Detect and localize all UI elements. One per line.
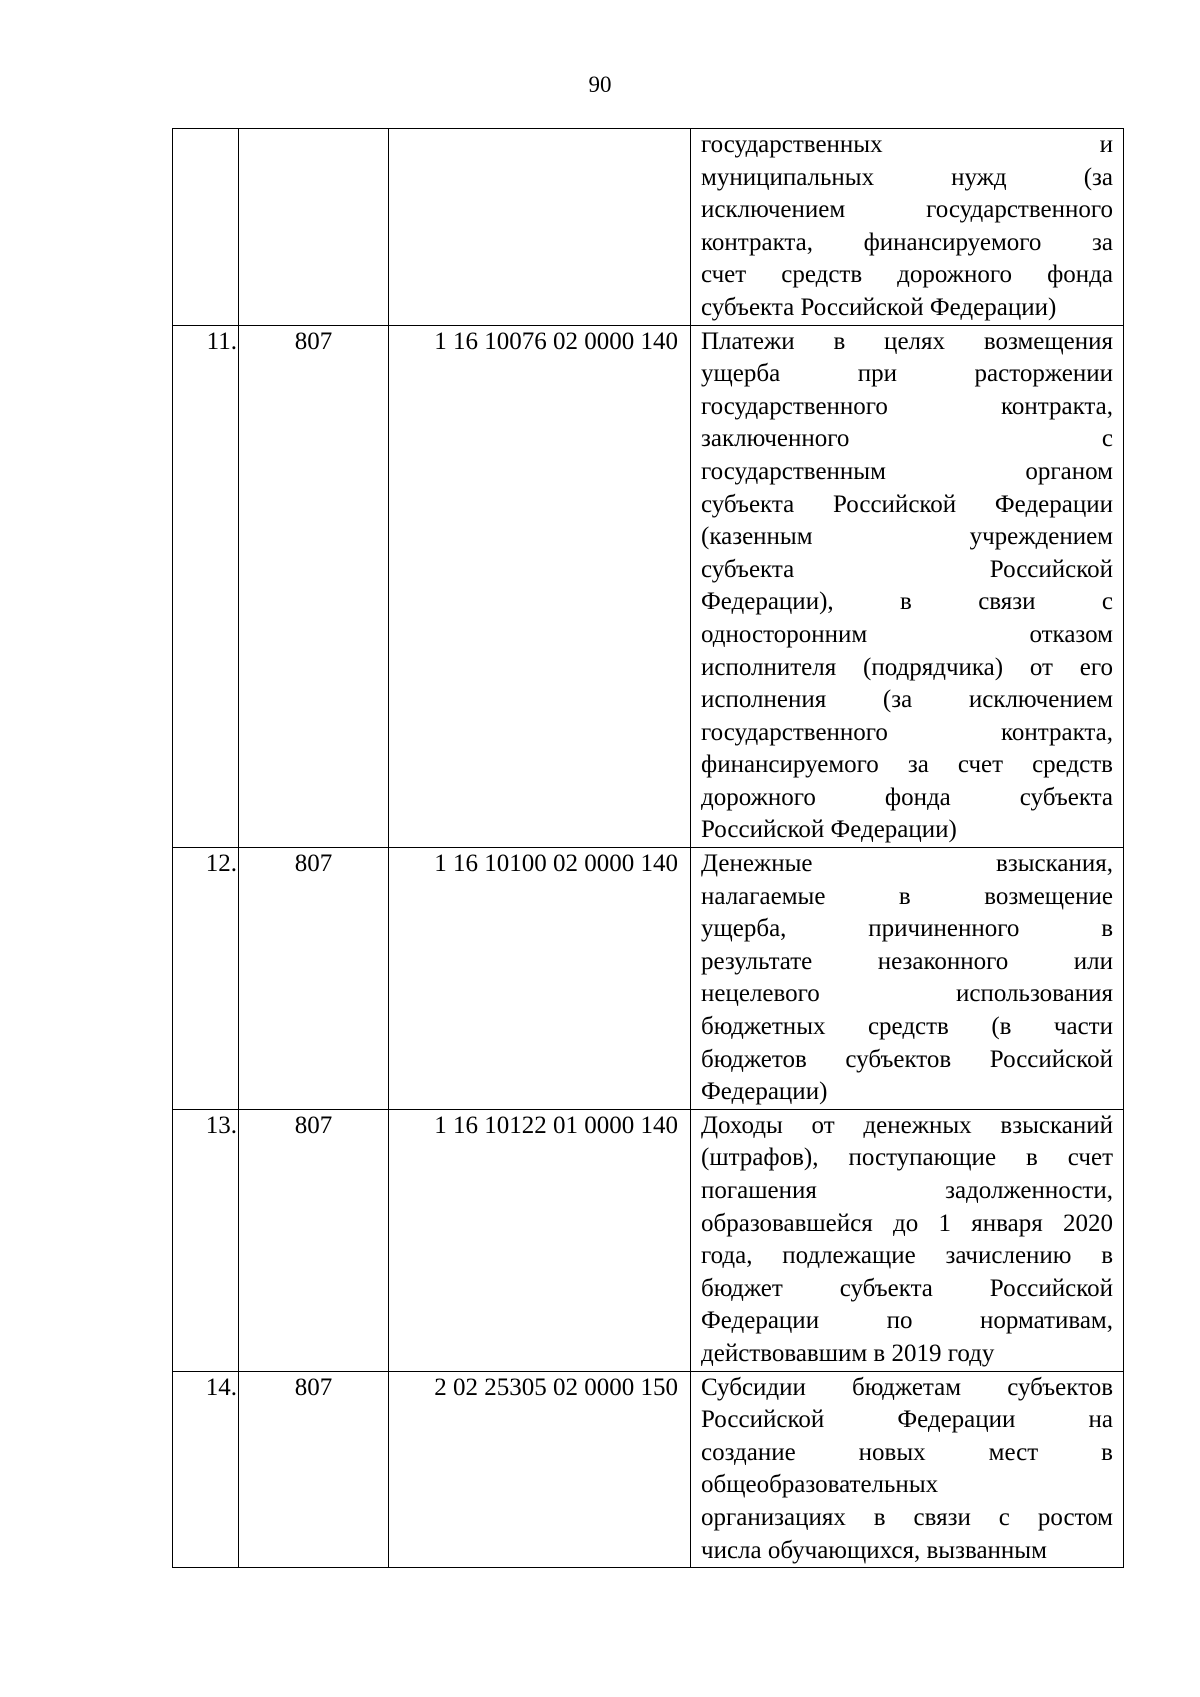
description-line: нецелевого использования — [701, 980, 1113, 1008]
row-number-cell: 14. — [173, 1371, 239, 1568]
budget-classification-code-cell: 1 16 10100 02 0000 140 — [389, 848, 691, 1110]
row-number-cell: 12. — [173, 848, 239, 1110]
administrator-code-cell: 807 — [239, 1109, 389, 1371]
description-line: организациях в связи с ростом — [701, 1503, 1113, 1531]
description-line: результате незаконного или — [701, 947, 1113, 975]
income-description-cell — [691, 1371, 1124, 1568]
description-line: создание новых мест в — [701, 1438, 1113, 1466]
administrator-code-cell — [239, 129, 389, 326]
administrator-code-cell: 807 — [239, 848, 389, 1110]
row-number-cell — [173, 129, 239, 326]
description-line: государственного контракта, — [701, 718, 1113, 746]
description-line: числа обучающихся, вызванным — [701, 1536, 1047, 1564]
row-number-cell: 13. — [173, 1109, 239, 1371]
description-line: налагаемые в возмещение — [701, 882, 1113, 910]
administrator-code-cell: 807 — [239, 325, 389, 848]
description-line: субъекта Российской Федерации — [701, 490, 1113, 518]
description-line: Федерации) — [701, 1078, 828, 1106]
description-line: (штрафов), поступающие в счет — [701, 1144, 1113, 1172]
description-line: Федерации), в связи с — [701, 588, 1113, 616]
description-line: года, подлежащие зачислению в — [701, 1242, 1113, 1270]
budget-codes-table — [172, 128, 1124, 1568]
income-description-cell — [691, 1109, 1124, 1371]
description-line: бюджет субъекта Российской — [701, 1274, 1113, 1302]
table-row — [173, 325, 1124, 848]
table-row — [173, 1371, 1124, 1568]
budget-classification-code-cell: 2 02 25305 02 0000 150 — [389, 1371, 691, 1568]
description-line: государственных и — [701, 131, 1113, 158]
description-line: исполнителя (подрядчика) от его — [701, 653, 1113, 681]
description-line: односторонним отказом — [701, 620, 1113, 648]
description-line: Российской Федерации на — [701, 1406, 1113, 1434]
description-line: ущерба, причиненного в — [701, 915, 1113, 943]
table-row — [173, 848, 1124, 1110]
description-line: Российской Федерации) — [701, 816, 957, 844]
description-line: субъекта Российской — [701, 555, 1113, 583]
description-line: контракта, финансируемого за — [701, 228, 1113, 256]
description-line: заключенного с — [701, 425, 1113, 453]
description-line: ущерба при расторжении — [701, 360, 1113, 388]
description-line: исполнения (за исключением — [701, 686, 1113, 714]
description-line: (казенным учреждением — [701, 523, 1113, 551]
description-line: финансируемого за счет средств — [701, 751, 1113, 779]
table-row — [173, 1109, 1124, 1371]
description-line: Федерации по нормативам, — [701, 1307, 1113, 1335]
administrator-code-cell: 807 — [239, 1371, 389, 1568]
income-description-cell — [691, 129, 1124, 326]
description-line: Денежные взыскания, — [701, 850, 1113, 878]
description-line: муниципальных нужд (за — [701, 163, 1113, 191]
description-line: дорожного фонда субъекта — [701, 783, 1113, 811]
row-number-cell: 11. — [173, 325, 239, 848]
table-row — [173, 129, 1124, 326]
description-line: образовавшейся до 1 января 2020 — [701, 1209, 1113, 1237]
description-line: Субсидии бюджетам субъектов — [701, 1373, 1113, 1401]
description-line: субъекта Российской Федерации) — [701, 293, 1057, 321]
budget-classification-code-cell: 1 16 10076 02 0000 140 — [389, 325, 691, 848]
description-line: счет средств дорожного фонда — [701, 261, 1113, 289]
description-line: Доходы от денежных взысканий — [701, 1111, 1113, 1139]
page-number: 90 — [588, 72, 612, 97]
income-description-cell — [691, 325, 1124, 848]
budget-classification-code-cell: 1 16 10122 01 0000 140 — [389, 1109, 691, 1371]
description-line: государственным органом — [701, 457, 1113, 485]
description-line: действовавшим в 2019 году — [701, 1339, 995, 1367]
description-line: Платежи в целях возмещения — [701, 327, 1113, 355]
table-body — [173, 129, 1124, 1568]
description-line: погашения задолженности, — [701, 1177, 1113, 1204]
description-line: государственного контракта, — [701, 392, 1113, 420]
budget-classification-code-cell — [389, 129, 691, 326]
description-line: общеобразовательных — [701, 1471, 939, 1499]
income-description-cell — [691, 848, 1124, 1110]
description-line: бюджетов субъектов Российской — [701, 1045, 1113, 1073]
description-line: бюджетных средств (в части — [701, 1013, 1113, 1041]
description-line: исключением государственного — [701, 196, 1113, 224]
